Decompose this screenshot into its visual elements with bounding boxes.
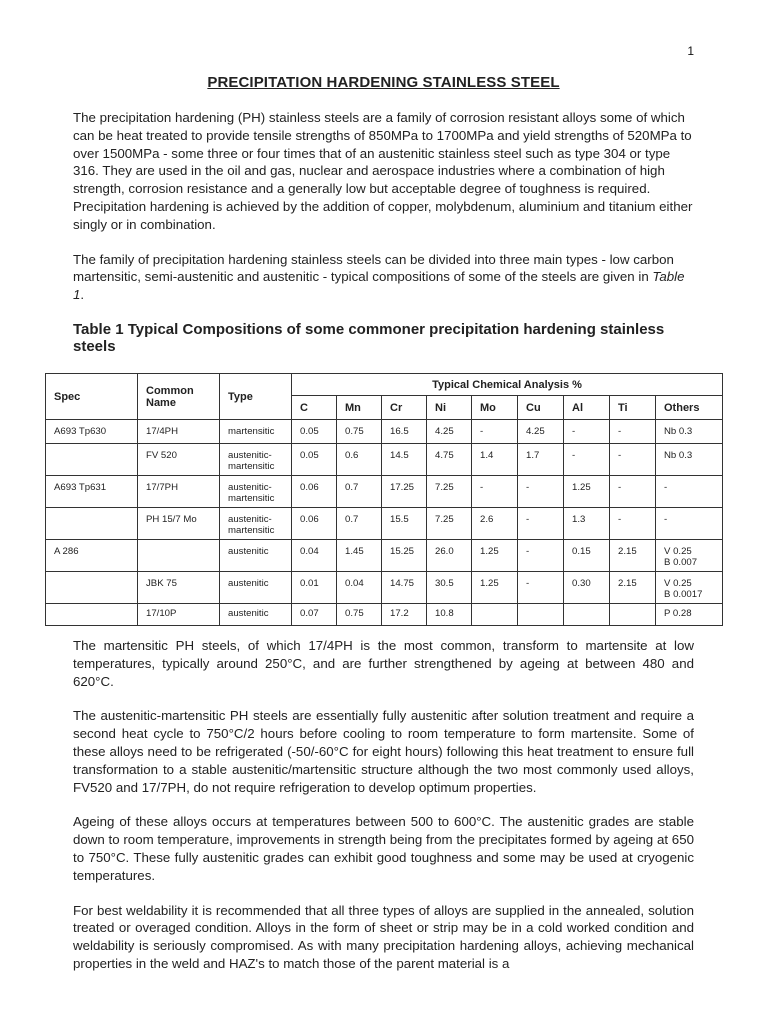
- header-element: Al: [564, 396, 610, 420]
- header-element: Cu: [518, 396, 564, 420]
- table-cell: 1.3: [564, 508, 610, 540]
- table-cell: 26.0: [427, 540, 472, 572]
- table-cell: 14.75: [382, 572, 427, 604]
- table-cell: [610, 604, 656, 626]
- document-body: [73, 637, 694, 990]
- table-cell: V 0.25 B 0.007: [656, 540, 723, 572]
- header-chemical-analysis: Typical Chemical Analysis %: [292, 374, 723, 396]
- table-cell: [564, 604, 610, 626]
- table-cell: -: [518, 508, 564, 540]
- table-row: [46, 572, 723, 604]
- table-cell: 0.15: [564, 540, 610, 572]
- table-cell: -: [564, 444, 610, 476]
- table-cell: 4.75: [427, 444, 472, 476]
- header-element: Mn: [337, 396, 382, 420]
- page-title: PRECIPITATION HARDENING STAINLESS STEEL: [207, 74, 560, 91]
- table-cell: -: [610, 420, 656, 444]
- table-cell: 4.25: [427, 420, 472, 444]
- table-cell: 0.04: [292, 540, 337, 572]
- table-cell: [138, 540, 220, 572]
- table-cell: 0.75: [337, 420, 382, 444]
- table-cell: -: [472, 420, 518, 444]
- types-paragraph: [73, 251, 694, 304]
- table-cell: 17/7PH: [138, 476, 220, 508]
- table-cell: [46, 444, 138, 476]
- table-cell: 30.5: [427, 572, 472, 604]
- document-top: [73, 74, 694, 371]
- table-cell: 0.07: [292, 604, 337, 626]
- table-cell: austenitic: [220, 540, 292, 572]
- table-cell: Nb 0.3: [656, 420, 723, 444]
- table-cell: martensitic: [220, 420, 292, 444]
- header-element: Cr: [382, 396, 427, 420]
- table-cell: 17.2: [382, 604, 427, 626]
- table-cell: 1.25: [472, 540, 518, 572]
- table-cell: 2.15: [610, 572, 656, 604]
- table-cell: 0.04: [337, 572, 382, 604]
- body-paragraph: Ageing of these alloys occurs at temperatures between 500 to 600°C. The austenitic grades are stable down to room temperature, improvements in strength being from the precipitates formed by ageing at 650 to 750°C. These fully austenitic grades can exhibit good toughness and some may be used at cryogenic temperatures.: [73, 814, 694, 883]
- page-number: 1: [687, 44, 694, 58]
- table-cell: A 286: [46, 540, 138, 572]
- table-cell: austenitic-martensitic: [220, 476, 292, 508]
- types-paragraph-end: .: [80, 287, 85, 303]
- table-row: [46, 476, 723, 508]
- table-reference: Table 1: [73, 269, 685, 303]
- header-spec: Spec: [46, 374, 138, 420]
- table-cell: -: [518, 572, 564, 604]
- header-type: Type: [220, 374, 292, 420]
- table-cell: 0.01: [292, 572, 337, 604]
- header-element: Mo: [472, 396, 518, 420]
- table-cell: FV 520: [138, 444, 220, 476]
- table-cell: 1.25: [472, 572, 518, 604]
- body-paragraph: The austenitic-martensitic PH steels are essentially fully austenitic after solution treatment and require a second heat cycle to 750°C/2 hours before cooling to room temperature to form martensite. Some of these alloys need to be refrigerated (-50/-60°C for eight hours) following this heat treatment to ensure full transformation to a stable austenitic/martensitic structure although the two most commonly used alloys, FV520 and 17/7PH, do not require refrigeration to develop optimum properties.: [73, 708, 694, 795]
- table-cell: JBK 75: [138, 572, 220, 604]
- body-paragraph: The martensitic PH steels, of which 17/4PH is the most common, transform to martensite at low temperatures, typically around 250°C, and are further strengthened by ageing at between 480 and 620°C.: [73, 638, 694, 689]
- table-cell: 0.7: [337, 476, 382, 508]
- table-cell: 0.75: [337, 604, 382, 626]
- table-cell: austenitic-martensitic: [220, 508, 292, 540]
- table-cell: austenitic: [220, 572, 292, 604]
- table-row: [46, 508, 723, 540]
- table-cell: 0.06: [292, 508, 337, 540]
- table-cell: 0.06: [292, 476, 337, 508]
- table-cell: P 0.28: [656, 604, 723, 626]
- table-cell: 14.5: [382, 444, 427, 476]
- table-cell: 1.4: [472, 444, 518, 476]
- intro-paragraph: The precipitation hardening (PH) stainless steels are a family of corrosion resistant alloys some of which can be heat treated to provide tensile strengths of 850MPa to 1700MPa and yield strengths of 520MPa to over 1500MPa - some three or four times that of an austenitic stainless steel such as type 304 or type 316. They are used in the oil and gas, nuclear and aerospace industries where a combination of high strength, corrosion resistance and a generally low but acceptable degree of toughness is required. Precipitation hardening is achieved by the addition of copper, molybdenum, aluminium and titanium either singly or in combination.: [73, 110, 693, 232]
- table-cell: -: [472, 476, 518, 508]
- table-cell: [518, 604, 564, 626]
- table-cell: austenitic: [220, 604, 292, 626]
- table-cell: 15.5: [382, 508, 427, 540]
- table-row: [46, 420, 723, 444]
- table-cell: -: [564, 420, 610, 444]
- table-cell: -: [610, 476, 656, 508]
- table-cell: 17/4PH: [138, 420, 220, 444]
- table-cell: 7.25: [427, 508, 472, 540]
- header-element: C: [292, 396, 337, 420]
- table-cell: [46, 604, 138, 626]
- table-cell: 0.05: [292, 444, 337, 476]
- table-cell: -: [518, 540, 564, 572]
- table-cell: V 0.25 B 0.0017: [656, 572, 723, 604]
- header-element: Ti: [610, 396, 656, 420]
- header-element: Others: [656, 396, 723, 420]
- table-cell: austenitic-martensitic: [220, 444, 292, 476]
- table-cell: [46, 508, 138, 540]
- table-cell: [472, 604, 518, 626]
- table-cell: 1.7: [518, 444, 564, 476]
- table-cell: 17/10P: [138, 604, 220, 626]
- table-cell: 0.30: [564, 572, 610, 604]
- table-cell: -: [656, 508, 723, 540]
- header-common-name: Common Name: [138, 374, 220, 420]
- table-cell: -: [518, 476, 564, 508]
- table-cell: 0.6: [337, 444, 382, 476]
- table-cell: 15.25: [382, 540, 427, 572]
- table-cell: -: [610, 444, 656, 476]
- table-cell: 1.45: [337, 540, 382, 572]
- body-paragraph: For best weldability it is recommended that all three types of alloys are supplied in the annealed, solution treated or overaged condition. Alloys in the form of sheet or strip may be in a cold worked condition and weldability is seriously compromised. As with many precipitation hardening alloys, achieving mechanical properties in the weld and HAZ's to match those of the parent material is a: [73, 902, 694, 971]
- table-cell: 0.05: [292, 420, 337, 444]
- table-cell: 2.15: [610, 540, 656, 572]
- table-row: [46, 540, 723, 572]
- table-cell: 0.7: [337, 508, 382, 540]
- table-cell: 2.6: [472, 508, 518, 540]
- table-cell: [46, 572, 138, 604]
- table-cell: 1.25: [564, 476, 610, 508]
- table-cell: -: [610, 508, 656, 540]
- table-row: [46, 604, 723, 626]
- header-element: Ni: [427, 396, 472, 420]
- composition-table: [45, 373, 723, 626]
- table-cell: Nb 0.3: [656, 444, 723, 476]
- types-paragraph-text: The family of precipitation hardening stainless steels can be divided into three main types - low carbon martensitic, semi-austenitic and austenitic - typical compositions of some of the steels are given in: [73, 251, 674, 285]
- table-title: Table 1 Typical Compositions of some commoner precipitation hardening stainless steels: [73, 320, 665, 355]
- table-cell: 10.8: [427, 604, 472, 626]
- table-cell: A693 Tp631: [46, 476, 138, 508]
- table-cell: -: [656, 476, 723, 508]
- table-cell: 16.5: [382, 420, 427, 444]
- table-cell: PH 15/7 Mo: [138, 508, 220, 540]
- table-row: [46, 444, 723, 476]
- table-cell: A693 Tp630: [46, 420, 138, 444]
- table-cell: 17.25: [382, 476, 427, 508]
- table-cell: 4.25: [518, 420, 564, 444]
- table-cell: 7.25: [427, 476, 472, 508]
